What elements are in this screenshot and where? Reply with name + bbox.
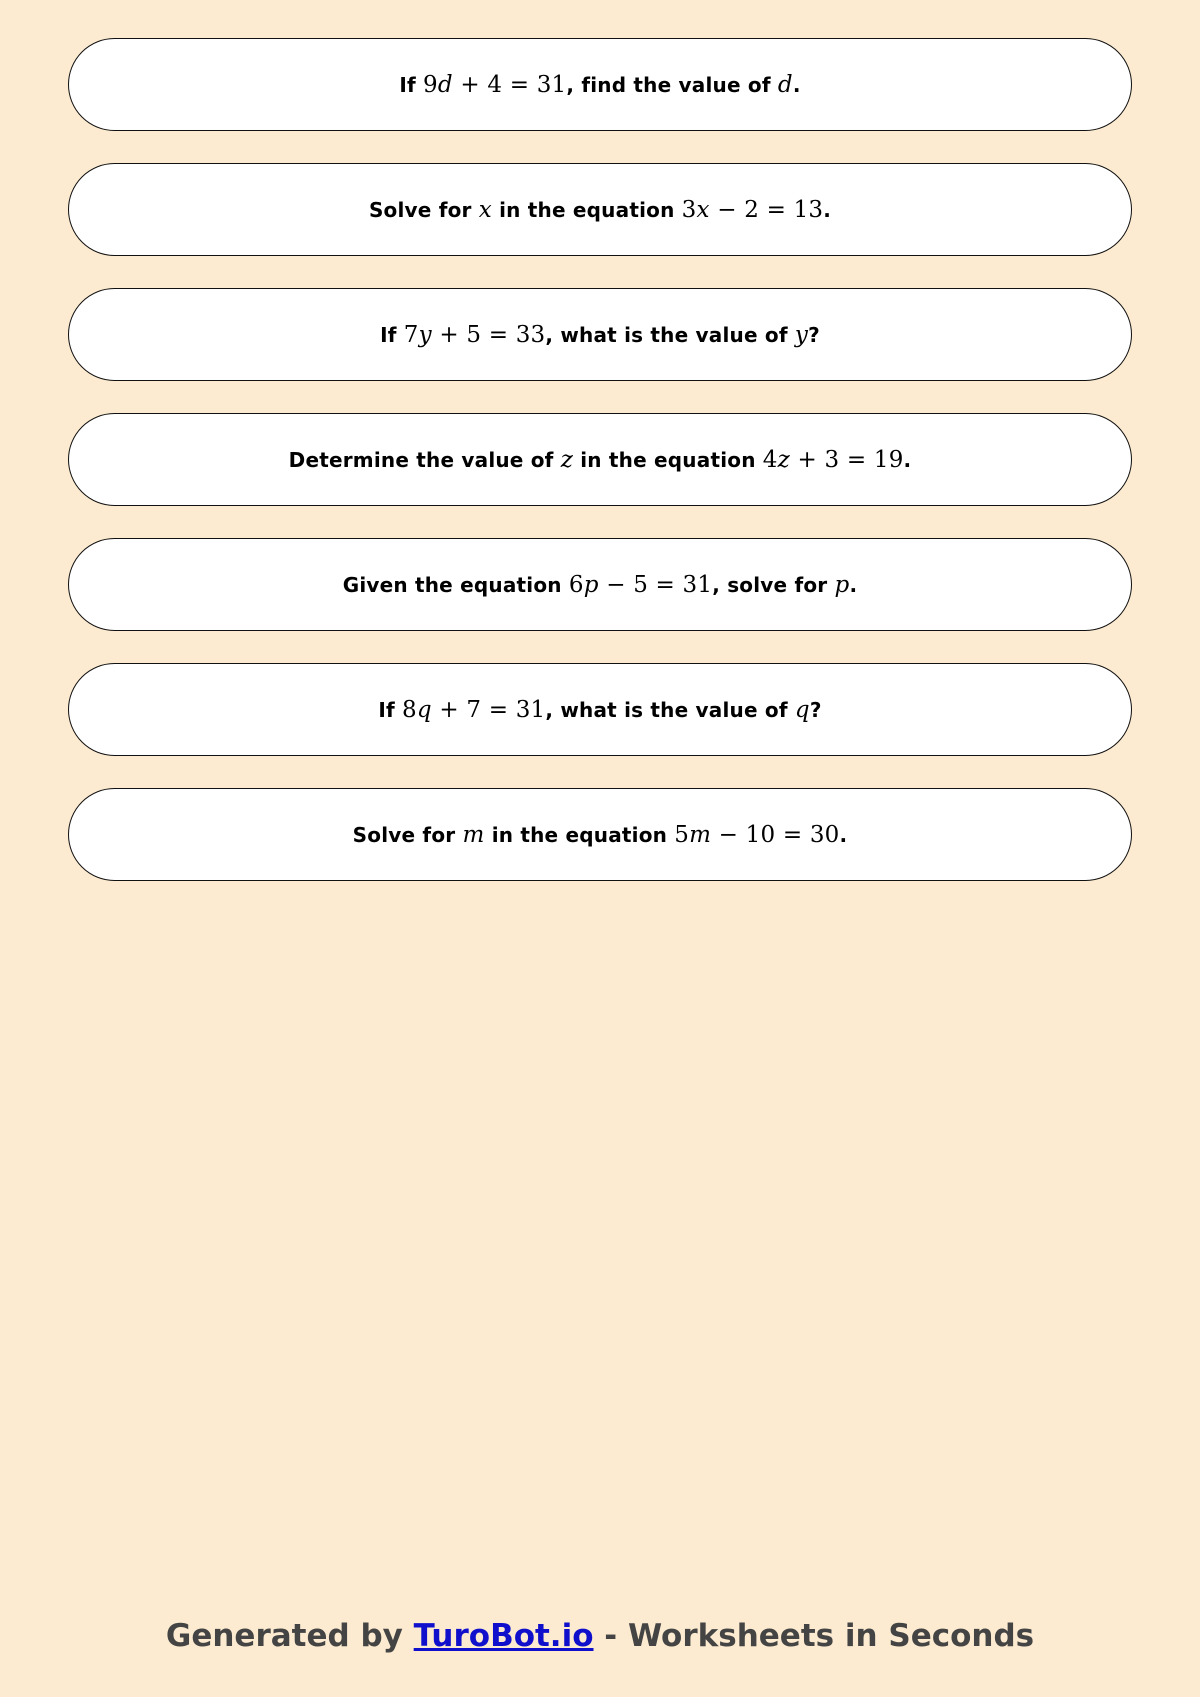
- math-expression: 5m − 10 = 30: [674, 821, 840, 848]
- problem-text: .: [823, 197, 832, 222]
- problem-text: .: [839, 822, 848, 847]
- math-expression: y: [794, 321, 809, 348]
- problem-list: [68, 38, 1132, 913]
- math-expression: q: [794, 696, 810, 723]
- problem-text: If: [399, 72, 424, 97]
- math-expression: m: [462, 821, 485, 848]
- footer-prefix: Generated by: [165, 1618, 414, 1654]
- problem-text: , solve for: [712, 572, 835, 597]
- math-expression: p: [834, 571, 850, 598]
- math-expression: 6p − 5 = 31: [568, 571, 713, 598]
- problem-item-2: [68, 163, 1132, 256]
- problem-text: , what is the value of: [545, 697, 795, 722]
- problem-item-6: [68, 663, 1132, 756]
- math-expression: z: [560, 446, 574, 473]
- problem-text: in the equation: [573, 447, 763, 472]
- problem-text: .: [849, 572, 858, 597]
- math-expression: d: [777, 71, 793, 98]
- math-expression: 7y + 5 = 33: [403, 321, 546, 348]
- math-expression: 3x − 2 = 13: [681, 196, 824, 223]
- math-expression: x: [478, 196, 492, 223]
- problem-text: Solve for: [352, 822, 463, 847]
- problem-item-7: [68, 788, 1132, 881]
- problem-text: .: [903, 447, 912, 472]
- problem-text: If: [380, 322, 404, 347]
- problem-text: in the equation: [491, 197, 682, 222]
- problem-text: ?: [809, 697, 822, 722]
- problem-text: , what is the value of: [545, 322, 795, 347]
- problem-item-1: [68, 38, 1132, 131]
- problem-text: Determine the value of: [288, 447, 561, 472]
- problem-text: If: [378, 697, 403, 722]
- math-expression: 8q + 7 = 31: [402, 696, 546, 723]
- problem-text: ?: [808, 322, 820, 347]
- math-expression: 9d + 4 = 31: [423, 71, 567, 98]
- problem-text: Given the equation: [342, 572, 569, 597]
- math-expression: 4z + 3 = 19: [762, 446, 904, 473]
- footer-suffix: - Worksheets in Seconds: [593, 1618, 1035, 1654]
- problem-text: .: [792, 72, 801, 97]
- problem-item-4: [68, 413, 1132, 506]
- problem-text: , find the value of: [566, 72, 778, 97]
- turobot-link[interactable]: TuroBot.io: [413, 1618, 594, 1654]
- problem-item-3: [68, 288, 1132, 381]
- problem-item-5: [68, 538, 1132, 631]
- problem-text: in the equation: [484, 822, 675, 847]
- problem-text: Solve for: [368, 197, 479, 222]
- footer: [0, 1618, 1200, 1654]
